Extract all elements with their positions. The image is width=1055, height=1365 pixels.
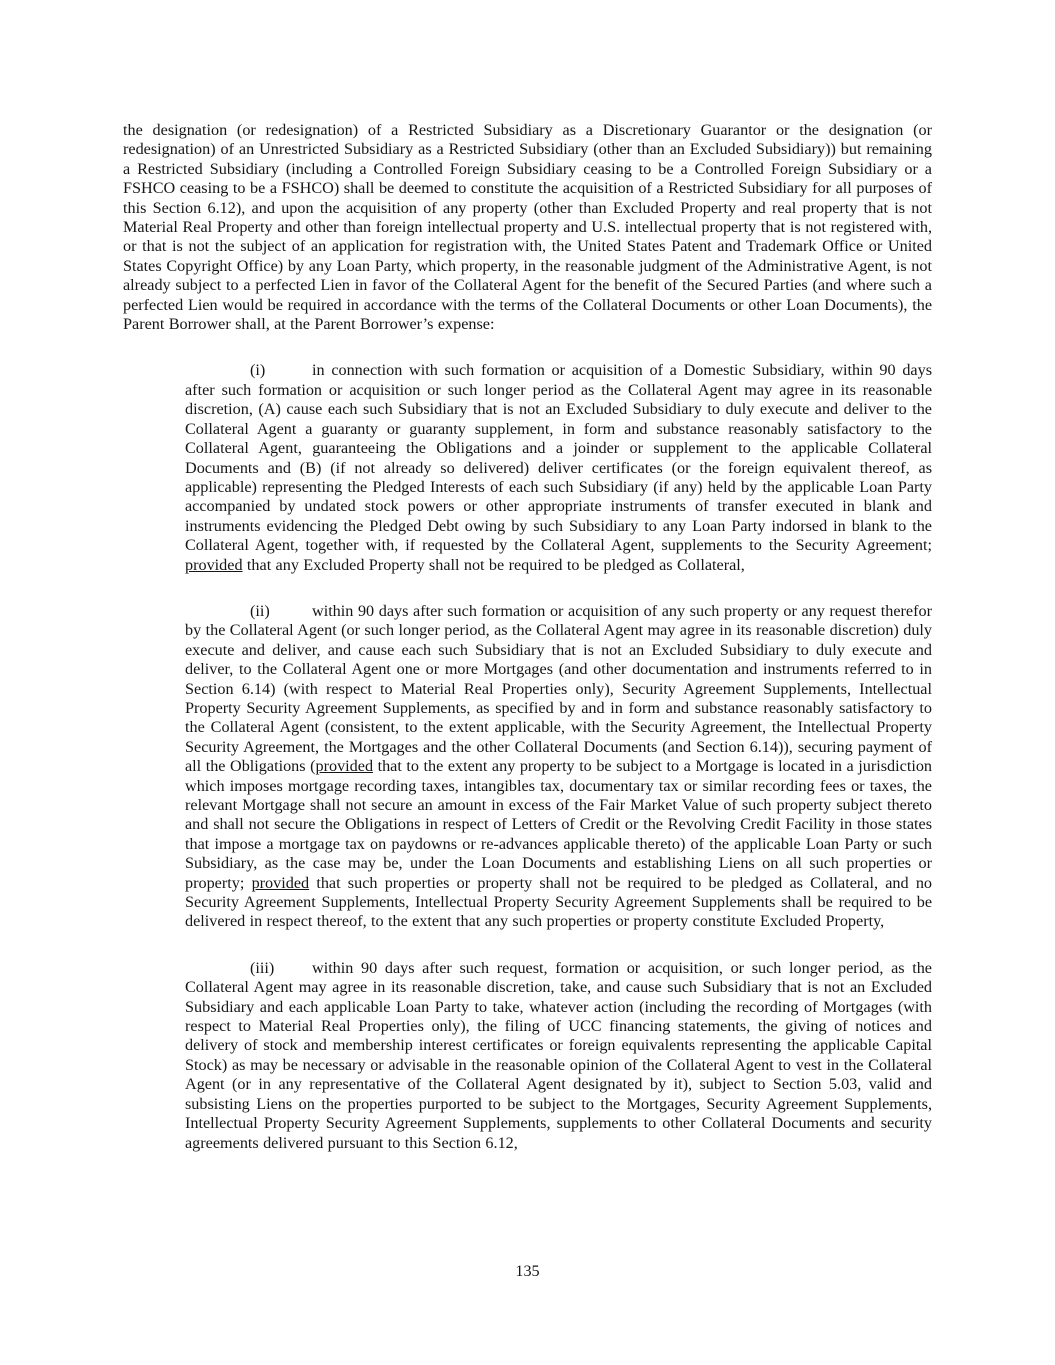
paragraph-iii <box>185 959 932 1153</box>
paragraph-ii-text <box>185 602 932 931</box>
paragraph-ii-label: (ii) <box>250 601 270 620</box>
text-run: the designation (or redesignation) of a Restricted Subsidiary as a Discretionary Guarantor or the designation (or redesignation) of an Unrestricted Subsidiary as a Restricted Subsidiary (other than an Excluded Subsidiary)) but remaining a Restricted Subsidiary (including a Controlled Foreign Subsidiary ceasing to be a Controlled Foreign Subsidiary or a FSHCO ceasing to be a FSHCO) shall be deemed to constitute the acquisition of a Restricted Subsidiary for all purposes of this Section 6.12), and upon the acquisition of any property (other than Excluded Property and real property that is not Material Real Property and other than foreign intellectual property and U.S. intellectual property that is not registered with, or that is not the subject of an application for registration with, the United States Patent and Trademark Office or United States Copyright Office) by any Loan Party, which property, in the reasonable judgment of the Administrative Agent, is not already subject to a perfected Lien in favor of the Collateral Agent for the benefit of the Secured Parties (and where such a perfected Lien would be required in accordance with the terms of the Collateral Documents or other Loan Documents), the Parent Borrower shall, at the Parent Borrower’s expense: <box>123 121 932 334</box>
paragraph-iii-text <box>185 959 932 1152</box>
underlined-term: provided <box>185 555 243 574</box>
text-run: within 90 days after such formation or acquisition of any such property or any request therefor by the Collateral Agent (or such longer period, as the Collateral Agent may agree in its reasonable discretion) duly execute and deliver, and cause each such Subsidiary that is not an Excluded Subsidiary to duly execute and deliver, to the Collateral Agent one or more Mortgages (and other documentation and instruments referred to in Section 6.14) (with respect to Material Real Properties only), Security Agreement Supplements, Intellectual Property Security Agreement Supplements, as specified by and in form and substance reasonably satisfactory to the Collateral Agent (consistent, to the extent applicable, with the Security Agreement, the Intellectual Property Security Agreement, the Mortgages and the other Collateral Documents (and Section 6.14)), securing payment of all the Obligations ( <box>185 601 932 776</box>
paragraph-i-label: (i) <box>250 361 266 380</box>
text-run: that such properties or property shall not be required to be pledged as Collateral, and no Security Agreement Supplements, Intellectual Property Security Agreement Supplements shall be required to be delivered in respect thereof, to the extent that any such properties or property constitute Excluded Property, <box>185 873 933 931</box>
paragraph-i-text <box>185 361 932 573</box>
page-number: 135 <box>515 1262 540 1280</box>
text-run: that to the extent any property to be subject to a Mortgage is located in a jurisdiction which imposes mortgage recording taxes, intangibles tax, documentary tax or similar recording fees or taxes, the relevant Mortgage shall not secure an amount in excess of the Fair Market Value of such property subject thereto and shall not secure the Obligations in respect of Letters of Credit or the Revolving Credit Facility in those states that impose a mortgage tax on paydowns or re-advances applicable thereto) of the applicable Loan Party or such Subsidiary, as the case may be, under the Loan Documents and establishing Liens on all such properties or property; <box>185 757 933 892</box>
paragraph-intro <box>123 121 932 334</box>
document-content <box>123 121 932 1153</box>
underlined-term: provided <box>251 873 310 892</box>
paragraph-iii-label: (iii) <box>250 958 275 977</box>
text-run: that any Excluded Property shall not be required to be pledged as Collateral, <box>242 555 745 574</box>
underlined-term: provided <box>315 757 374 776</box>
paragraph-ii <box>185 602 932 932</box>
text-run: within 90 days after such request, formation or acquisition, or such longer period, as the Collateral Agent may agree in its reasonable discretion, take, and cause such Subsidiary that is not an Excluded Subsidiary and each applicable Loan Party to take, whatever action (including the recording of Mortgages (with respect to Material Real Properties only), the filing of UCC financing statements, the giving of notices and delivery of stock and membership interest certificates or foreign equivalents representing the applicable Capital Stock) as may be necessary or advisable in the reasonable opinion of the Collateral Agent to vest in the Collateral Agent (or in any representative of the Collateral Agent designated by it), subject to Section 5.03, valid and subsisting Liens on the properties purported to be subject to the Mortgages, Security Agreement Supplements, Intellectual Property Security Agreement Supplements, supplements to other Collateral Documents and security agreements delivered pursuant to this Section 6.12, <box>185 958 932 1152</box>
paragraph-i <box>185 361 932 574</box>
text-run: in connection with such formation or acquisition of a Domestic Subsidiary, within 90 days after such formation or acquisition or such longer period as the Collateral Agent may agree in its reasonable discretion, (A) cause each such Subsidiary that is not an Excluded Subsidiary to duly execute and deliver to the Collateral Agent a guaranty or guaranty supplement, in form and substance reasonably satisfactory to the Collateral Agent, guaranteeing the Obligations and a joinder or supplement to the applicable Collateral Documents and (B) (if not already so delivered) deliver certificates (or the foreign equivalent thereof, as applicable) representing the Pledged Interests of each such Subsidiary (if any) held by the applicable Loan Party accompanied by undated stock powers or other appropriate instruments of transfer executed in blank and instruments evidencing the Pledged Debt owing by such Subsidiary to any Loan Party indorsed in blank to the Collateral Agent, together with, if requested by the Collateral Agent, supplements to the Security Agreement; <box>185 361 932 555</box>
